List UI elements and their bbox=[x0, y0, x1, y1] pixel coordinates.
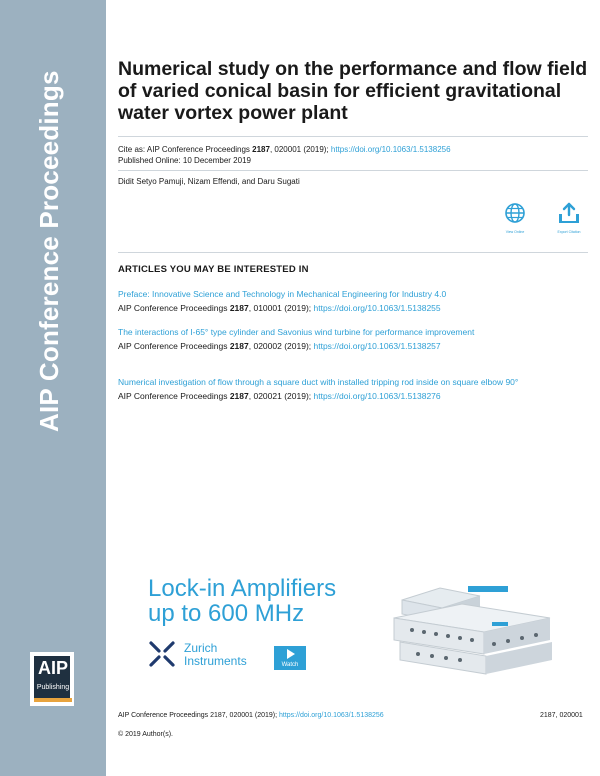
ad-headline: Lock-in Amplifiers up to 600 MHz bbox=[148, 575, 337, 627]
related-article bbox=[118, 327, 538, 352]
footer-article-number: 2187, 020001 bbox=[540, 712, 583, 719]
export-icon bbox=[557, 202, 581, 224]
footer-copyright: © 2019 Author(s). bbox=[118, 731, 173, 738]
aip-logo-accent-bar bbox=[34, 698, 72, 702]
paper-doi-link[interactable]: https://doi.org/10.1063/1.5138256 bbox=[330, 145, 451, 154]
globe-icon bbox=[504, 202, 526, 224]
citation-line: Cite as: AIP Conference Proceedings 2187, 020001 (2019); https://doi.org/10.1063/1.5138256 bbox=[118, 145, 451, 154]
lock-in-amplifier-device-image bbox=[388, 578, 558, 678]
related-article-title[interactable]: The interactions of I-65° type cylinder and Savonius wind turbine for performance improvement bbox=[118, 327, 475, 337]
related-article-doi-link[interactable]: https://doi.org/10.1063/1.5138257 bbox=[313, 341, 441, 351]
related-article-title[interactable]: Numerical investigation of flow through a square duct with installed tripping rod inside on square elbow 90° bbox=[118, 377, 519, 387]
export-citation-button[interactable] bbox=[544, 202, 594, 234]
advertisement-banner[interactable] bbox=[118, 570, 558, 680]
related-article-citation: AIP Conference Proceedings 2187, 020002 (2019); https://doi.org/10.1063/1.5138257 bbox=[118, 341, 441, 351]
export-citation-label: Export Citation bbox=[557, 230, 581, 234]
aip-logo-sub: Publishing bbox=[36, 684, 70, 691]
journal-title: AIP Conference Proceedings bbox=[34, 70, 64, 432]
related-article-doi-link[interactable]: https://doi.org/10.1063/1.5138276 bbox=[313, 391, 441, 401]
zurich-instruments-logo-icon bbox=[148, 640, 176, 668]
related-articles-heading: ARTICLES YOU MAY BE INTERESTED IN bbox=[118, 264, 309, 275]
divider bbox=[118, 170, 588, 171]
related-article-doi-link[interactable]: https://doi.org/10.1063/1.5138255 bbox=[313, 303, 441, 313]
related-article-title[interactable]: Preface: Innovative Science and Technology in Mechanical Engineering for Industry 4.0 bbox=[118, 289, 447, 299]
related-article bbox=[118, 377, 538, 402]
aip-publishing-logo[interactable] bbox=[30, 652, 74, 706]
related-article-citation: AIP Conference Proceedings 2187, 010001 (2019); https://doi.org/10.1063/1.5138255 bbox=[118, 303, 441, 313]
related-article-citation: AIP Conference Proceedings 2187, 020021 (2019); https://doi.org/10.1063/1.5138276 bbox=[118, 391, 441, 401]
view-online-label: View Online bbox=[505, 230, 525, 234]
ad-watch-label: Watch bbox=[281, 662, 299, 668]
play-icon bbox=[274, 646, 306, 662]
footer-citation: AIP Conference Proceedings 2187, 020001 (2019); https://doi.org/10.1063/1.5138256 bbox=[118, 712, 384, 719]
author-list: Didit Setyo Pamuji, Nizam Effendi, and Daru Sugati bbox=[118, 177, 300, 186]
view-online-button[interactable] bbox=[490, 202, 540, 234]
paper-title: Numerical study on the performance and flow field of varied conical basin for efficient gravitational water vortex power plant bbox=[118, 58, 588, 124]
aip-logo-letters: AIP bbox=[37, 658, 68, 678]
ad-watch-button[interactable] bbox=[274, 646, 306, 670]
divider bbox=[118, 136, 588, 137]
published-date: Published Online: 10 December 2019 bbox=[118, 156, 251, 165]
divider bbox=[118, 252, 588, 253]
footer-doi-link[interactable]: https://doi.org/10.1063/1.5138256 bbox=[278, 712, 384, 719]
ad-brand-name: Zurich Instruments bbox=[184, 641, 247, 668]
related-article bbox=[118, 289, 538, 314]
journal-sidebar bbox=[0, 0, 106, 776]
